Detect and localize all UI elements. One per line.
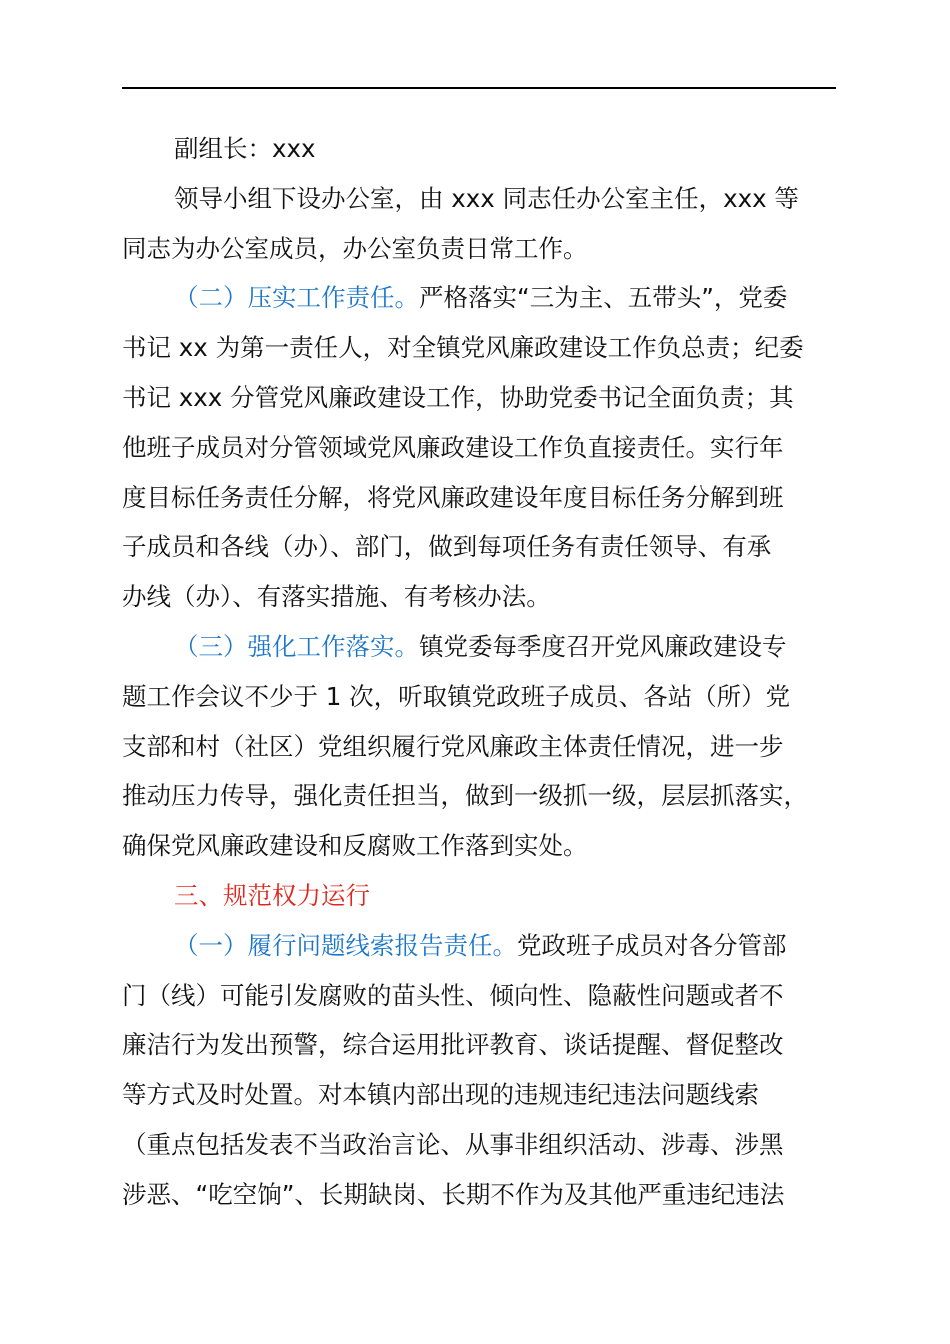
line-text: 确保党风廉政建设和反腐败工作落到实处。 <box>122 831 588 861</box>
line-text: 镇党委每季度召开党风廉政建设专 <box>419 631 787 661</box>
text-line <box>122 174 836 224</box>
header-rule <box>122 87 836 89</box>
text-line <box>122 373 836 423</box>
text-line <box>122 971 836 1021</box>
line-text: 廉洁行为发出预警，综合运用批评教育、谈话提醒、督促整改 <box>122 1030 784 1060</box>
line-text: 领导小组下设办公室，由 xxx 同志任办公室主任，xxx 等 <box>174 183 799 213</box>
text-line <box>122 124 836 174</box>
line-text: 办线（办）、有落实措施、有考核办法。 <box>122 582 551 612</box>
text-line <box>122 622 836 672</box>
text-line <box>122 921 836 971</box>
text-line <box>122 323 836 373</box>
text-line <box>122 1020 836 1070</box>
line-text: （重点包括发表不当政治言论、从事非组织活动、涉毒、涉黑 <box>122 1129 784 1159</box>
line-text: 涉恶、“吃空饷”、长期缺岗、长期不作为及其他严重违纪违法 <box>122 1179 785 1209</box>
text-line <box>122 572 836 622</box>
text-line <box>122 722 836 772</box>
subsection-heading: （一）履行问题线索报告责任。 <box>174 930 517 960</box>
line-text: 同志为办公室成员，办公室负责日常工作。 <box>122 233 588 263</box>
line-text: 书记 xxx 分管党风廉政建设工作，协助党委书记全面负责；其 <box>122 382 794 412</box>
line-text: 等方式及时处置。对本镇内部出现的违规违纪违法问题线索 <box>122 1080 759 1110</box>
text-line <box>122 224 836 274</box>
text-line <box>122 672 836 722</box>
line-text: 推动压力传导，强化责任担当，做到一级抓一级，层层抓落实， <box>122 781 808 811</box>
text-line <box>122 473 836 523</box>
line-text: 书记 xx 为第一责任人，对全镇党风廉政建设工作负总责；纪委 <box>122 333 804 363</box>
text-line <box>122 1070 836 1120</box>
section-heading: 三、规范权力运行 <box>174 880 370 910</box>
text-line <box>122 821 836 871</box>
line-text: 支部和村（社区）党组织履行党风廉政主体责任情况，进一步 <box>122 731 784 761</box>
line-text: 党政班子成员对各分管部 <box>517 930 787 960</box>
text-line <box>122 273 836 323</box>
text-line <box>122 771 836 821</box>
line-text: 题工作会议不少于 1 次，听取镇党政班子成员、各站（所）党 <box>122 681 791 711</box>
line-text: 严格落实“三为主、五带头”，党委 <box>419 283 788 313</box>
line-text: 副组长：xxx <box>174 134 316 163</box>
line-text: 度目标任务责任分解，将党风廉政建设年度目标任务分解到班 <box>122 482 784 512</box>
line-text: 子成员和各线（办）、部门，做到每项任务有责任领导、有承 <box>122 532 772 562</box>
text-line <box>122 522 836 572</box>
text-line <box>122 871 836 921</box>
text-line <box>122 423 836 473</box>
subsection-heading: （三）强化工作落实。 <box>174 631 419 661</box>
text-line <box>122 1170 836 1220</box>
subsection-heading: （二）压实工作责任。 <box>174 283 419 313</box>
text-line <box>122 1120 836 1170</box>
line-text: 门（线）可能引发腐败的苗头性、倾向性、隐蔽性问题或者不 <box>122 980 784 1010</box>
line-text: 他班子成员对分管领域党风廉政建设工作负直接责任。实行年 <box>122 432 784 462</box>
document-body <box>122 124 836 1220</box>
